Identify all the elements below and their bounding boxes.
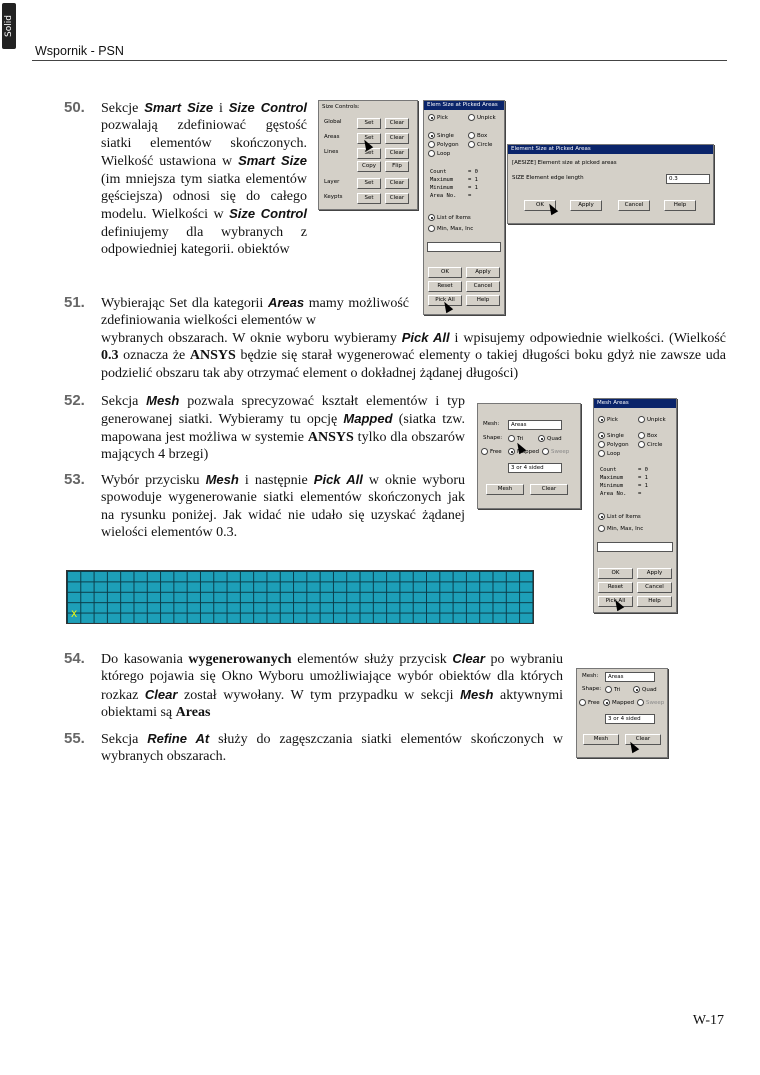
page-header-title: Wspornik - PSN: [35, 44, 124, 58]
header-divider: [32, 60, 727, 61]
x-axis-label: X: [71, 610, 78, 620]
count-value-2: = 0: [638, 467, 648, 473]
picker2-title: Mesh Areas: [594, 399, 676, 408]
minimum-value-2: = 1: [638, 483, 648, 489]
mesh-label-2: Mesh:: [582, 673, 599, 679]
free-radio-2[interactable]: Free: [579, 699, 600, 706]
cancel-button[interactable]: Cancel: [466, 281, 500, 292]
paragraph-52: Sekcja Mesh pozwala sprecyzować kształt elementów i typ generowanej siatki. Wybieramy tu opcję Mapped (siatka tzw. mapowana jest możliwa w systemie ANSYS tylko dla obszarów mających 4 brzegi): [101, 393, 465, 463]
size-control-set-button[interactable]: Set: [357, 148, 381, 159]
esize-cancel-button[interactable]: Cancel: [618, 200, 650, 211]
maximum-label: Maximum: [430, 177, 454, 183]
sided-select[interactable]: 3 or 4 sided: [508, 463, 562, 473]
apply-button[interactable]: Apply: [466, 267, 500, 278]
size-control-label: Layer: [324, 179, 340, 185]
mesh-button-2[interactable]: Mesh: [583, 734, 619, 745]
polygon-radio[interactable]: Polygon: [428, 141, 459, 148]
minimum-label-2: Minimum: [600, 483, 624, 489]
unpick-radio-2[interactable]: Unpick: [638, 416, 666, 423]
polygon-radio-2[interactable]: Polygon: [598, 441, 629, 448]
single-radio-2[interactable]: Single: [598, 432, 624, 439]
elem-size-picker-dialog: [423, 100, 505, 315]
circle-radio-2[interactable]: Circle: [638, 441, 662, 448]
pick-input-2[interactable]: [597, 542, 673, 552]
pick-input[interactable]: [427, 242, 501, 252]
mesh-select-2[interactable]: Areas: [605, 672, 655, 682]
size-control-label: Keypts: [324, 194, 343, 200]
size-control-set-button[interactable]: Set: [357, 133, 381, 144]
sweep-radio[interactable]: Sweep: [542, 448, 569, 455]
size-control-clear-button[interactable]: Clear: [385, 193, 409, 204]
tri-radio[interactable]: Tri: [508, 435, 523, 442]
mesh-areas-picker-dialog: [593, 398, 677, 613]
size-control-set-button[interactable]: Copy: [357, 161, 381, 172]
cancel-button-2[interactable]: Cancel: [637, 582, 672, 593]
area-no-label-2: Area No.: [600, 491, 627, 497]
circle-radio[interactable]: Circle: [468, 141, 492, 148]
size-control-set-button[interactable]: Set: [357, 193, 381, 204]
item-number-53: 53.: [64, 471, 85, 488]
help-button[interactable]: Help: [466, 295, 500, 306]
logo: Solid Works: [2, 3, 16, 49]
help-button-2[interactable]: Help: [637, 596, 672, 607]
size-control-clear-button[interactable]: Clear: [385, 178, 409, 189]
mapped-radio-2[interactable]: Mapped: [603, 699, 634, 706]
minimum-value: = 1: [468, 185, 478, 191]
paragraph-53: Wybór przycisku Mesh i następnie Pick All w oknie wyboru spowoduje wygenerowanie siatki elementów skończonych jak na rysunku poniżej. Jak widać nie udało się uzyskać żądanej wielości elementów 0.3.: [101, 472, 465, 541]
mapped-radio[interactable]: Mapped: [508, 448, 539, 455]
unpick-radio[interactable]: Unpick: [468, 114, 496, 121]
maximum-label-2: Maximum: [600, 475, 624, 481]
quad-radio-2[interactable]: Quad: [633, 686, 657, 693]
minimum-label: Minimum: [430, 185, 454, 191]
single-radio[interactable]: Single: [428, 132, 454, 139]
page-number: W-17: [692, 1013, 724, 1028]
mesh-select[interactable]: Areas: [508, 420, 562, 430]
shape-label-2: Shape:: [582, 686, 602, 692]
loop-radio-2[interactable]: Loop: [598, 450, 620, 457]
size-controls-title: Size Controls:: [322, 104, 360, 110]
maximum-value-2: = 1: [638, 475, 648, 481]
pick-radio[interactable]: Pick: [428, 114, 448, 121]
size-label: SIZE Element edge length: [512, 175, 584, 181]
esize-title: Element Size at Picked Areas: [508, 145, 713, 154]
esize-cursor-icon: [546, 202, 558, 216]
tri-radio-2[interactable]: Tri: [605, 686, 620, 693]
item-number-51: 51.: [64, 294, 85, 311]
shape-label: Shape:: [483, 435, 503, 441]
ok-button-2[interactable]: OK: [598, 568, 633, 579]
item-number-52: 52.: [64, 392, 85, 409]
clear-button-2[interactable]: Clear: [625, 734, 661, 745]
maximum-value: = 1: [468, 177, 478, 183]
list-of-items-radio-2[interactable]: List of Items: [598, 513, 641, 520]
size-controls-panel: [318, 100, 418, 210]
apply-button-2[interactable]: Apply: [637, 568, 672, 579]
size-control-clear-button[interactable]: Clear: [385, 118, 409, 129]
size-control-clear-button[interactable]: Clear: [385, 133, 409, 144]
reset-button[interactable]: Reset: [428, 281, 462, 292]
paragraph-55: Sekcja Refine At służy do zagęszczania siatki elementów skończonych w wybranych obszarach.: [101, 731, 564, 765]
area-no-value-2: =: [638, 491, 642, 497]
pick-all-button-2[interactable]: Pick All: [598, 596, 633, 607]
min-max-inc-radio[interactable]: Min, Max, Inc: [428, 225, 473, 232]
esize-ok-button[interactable]: OK: [524, 200, 556, 211]
area-no-label: Area No.: [430, 193, 457, 199]
mesh-tool-panel-2: [576, 668, 668, 758]
area-no-value: =: [468, 193, 472, 199]
pick-all-button[interactable]: Pick All: [428, 295, 462, 306]
item-number-54: 54.: [64, 650, 85, 667]
list-of-items-radio[interactable]: List of Items: [428, 214, 471, 221]
count-label-2: Count: [600, 467, 617, 473]
size-control-label: Lines: [324, 149, 339, 155]
size-control-clear-button[interactable]: Flip: [385, 161, 409, 172]
quad-radio[interactable]: Quad: [538, 435, 562, 442]
sweep-radio-2[interactable]: Sweep: [637, 699, 664, 706]
mesh-button[interactable]: Mesh: [486, 484, 524, 495]
reset-button-2[interactable]: Reset: [598, 582, 633, 593]
paragraph-50: Sekcje Smart Size i Size Control pozwalają zdefiniować gęstość siatki elementów skończonych. Wielkość ustawiona w Smart Size (im mniejsza tym siatka elementów gęściejsza) odnosi się do całego modelu. Wielkości w Size Control definiujemy dla wybranych z odpowiedniej kategorii. obiektów: [101, 100, 307, 258]
count-label: Count: [430, 169, 447, 175]
item-number-50: 50.: [64, 99, 85, 116]
esize-apply-button[interactable]: Apply: [570, 200, 602, 211]
ok-button[interactable]: OK: [428, 267, 462, 278]
size-control-set-button[interactable]: Set: [357, 118, 381, 129]
paragraph-51-b: wybranych obszarach. W oknie wyboru wybieramy Pick All i wpisujemy odpowiednie wielkości. (Wielkość 0.3 oznacza że ANSYS będzie się starał wygenerować elementy o takiej długości boku gdyż nie zawsze uda podzielić obszaru tak aby otrzymać element o dokładnej żądanej długości): [101, 330, 726, 381]
paragraph-51-a: Wybierając Set dla kategorii Areas mamy możliwość zdefiniowania wielkości elementów w: [101, 295, 410, 329]
clear-button[interactable]: Clear: [530, 484, 568, 495]
size-control-set-button[interactable]: Set: [357, 178, 381, 189]
mesh-result-image: [66, 570, 534, 624]
box-radio[interactable]: Box: [468, 132, 487, 139]
box-radio-2[interactable]: Box: [638, 432, 657, 439]
size-control-label: Global: [324, 119, 342, 125]
paragraph-54: Do kasowania wygenerowanych elementów służy przycisk Clear po wybraniu którego pojawia się Okno Wyboru umożliwiające wybór obiektów dla których rozkaz Clear został wywołany. W tym przypadku w sekcji Mesh aktywnymi obiektami są Areas: [101, 651, 563, 721]
mesh-tool-panel: [477, 403, 581, 509]
element-size-dialog: [507, 144, 714, 224]
min-max-inc-radio-2[interactable]: Min, Max, Inc: [598, 525, 643, 532]
sided-select-2[interactable]: 3 or 4 sided: [605, 714, 655, 724]
picker1-title: Elem Size at Picked Areas: [424, 101, 504, 110]
element-size-input[interactable]: 0.3: [666, 174, 710, 184]
aesize-command: [AESIZE] Element size at picked areas: [512, 160, 617, 166]
pick-radio-2[interactable]: Pick: [598, 416, 618, 423]
count-value: = 0: [468, 169, 478, 175]
free-radio[interactable]: Free: [481, 448, 502, 455]
loop-radio[interactable]: Loop: [428, 150, 450, 157]
esize-help-button[interactable]: Help: [664, 200, 696, 211]
mesh-label: Mesh:: [483, 421, 500, 427]
item-number-55: 55.: [64, 730, 85, 747]
size-control-label: Areas: [324, 134, 340, 140]
size-control-clear-button[interactable]: Clear: [385, 148, 409, 159]
